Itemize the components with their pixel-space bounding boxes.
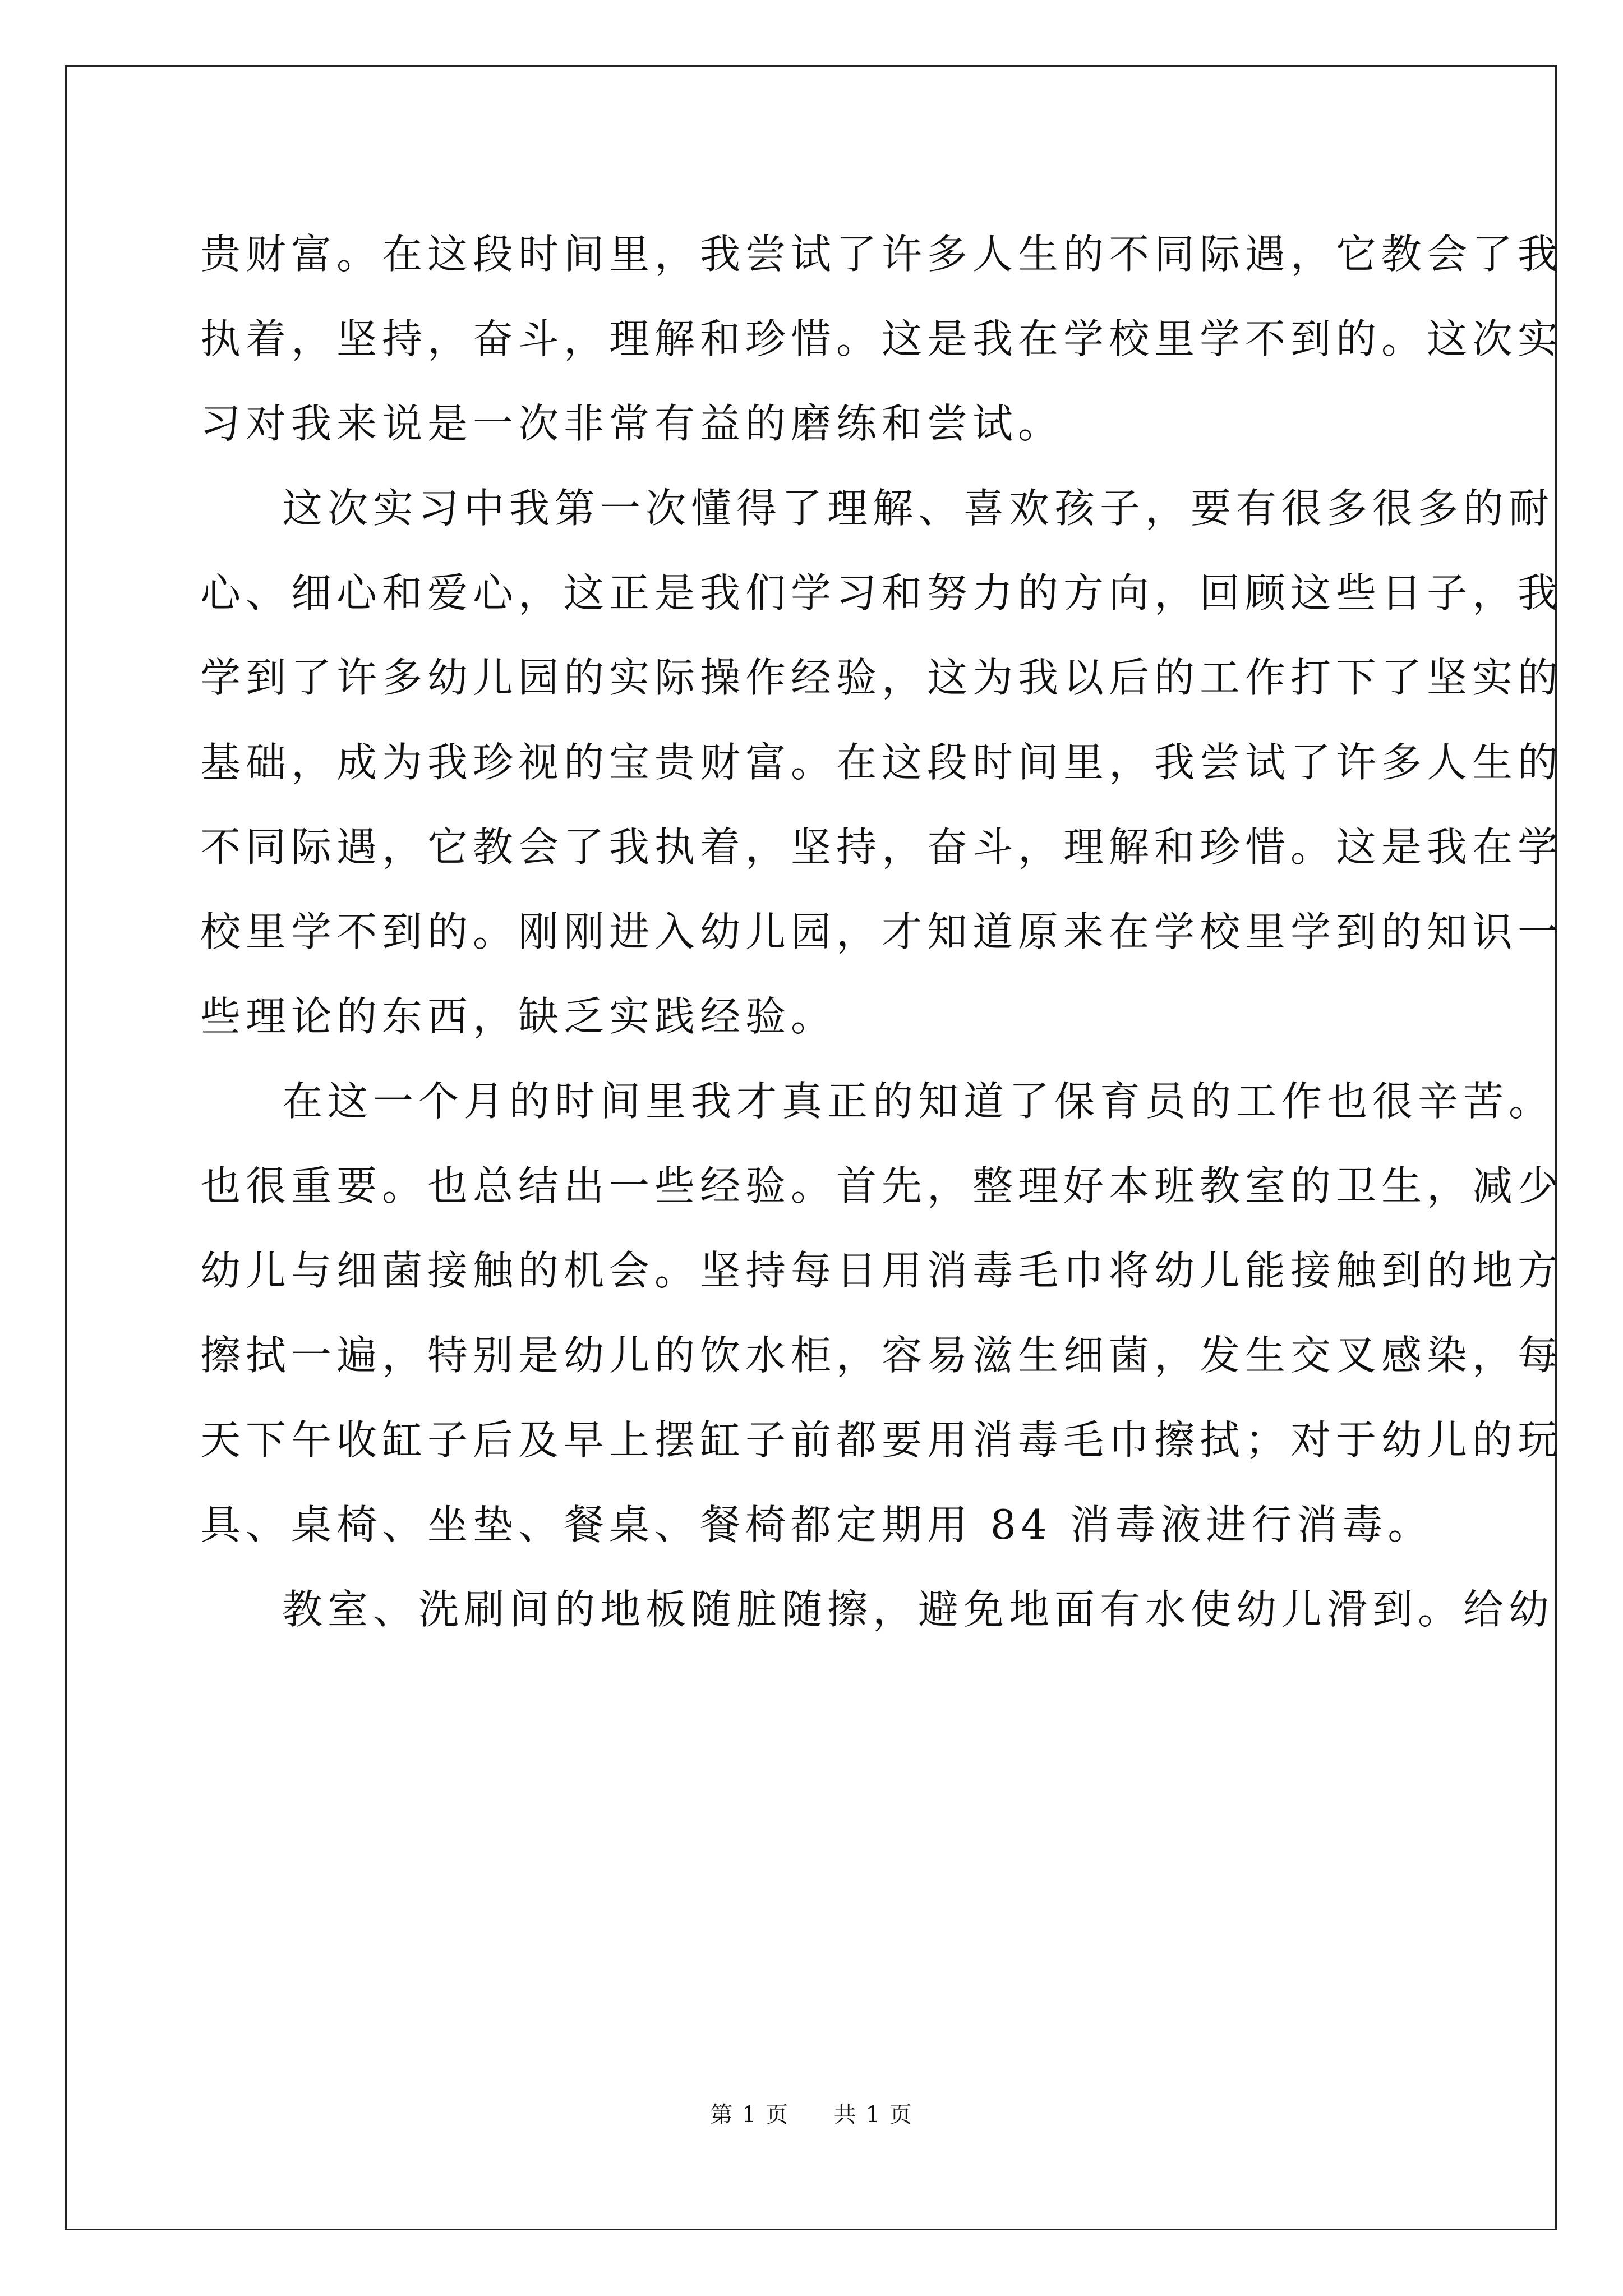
text-line: 些理论的东西，缺乏实践经验。 xyxy=(200,993,837,1040)
text-line: 贵财富。在这段时间里，我尝试了许多人生的不同际遇，它教会了我 xyxy=(200,231,1564,278)
text-line: 在这一个月的时间里我才真正的知道了保育员的工作也很辛苦。 xyxy=(282,1078,1555,1125)
text-line: 幼儿与细菌接触的机会。坚持每日用消毒毛巾将幼儿能接触到的地方 xyxy=(200,1247,1564,1294)
text-line: 基础，成为我珍视的宝贵财富。在这段时间里，我尝试了许多人生的 xyxy=(200,739,1564,786)
text-line: 不同际遇，它教会了我执着，坚持，奋斗，理解和珍惜。这是我在学 xyxy=(200,823,1564,871)
text-line: 执着，坚持，奋斗，理解和珍惜。这是我在学校里学不到的。这次实 xyxy=(200,315,1564,362)
page-total: 共 1 页 xyxy=(833,2102,913,2128)
text-line: 具、桌椅、坐垫、餐桌、餐椅都定期用 84 消毒液进行消毒。 xyxy=(200,1501,1433,1548)
text-line: 学到了许多幼儿园的实际操作经验，这为我以后的工作打下了坚实的 xyxy=(200,654,1564,701)
text-line: 天下午收缸子后及早上摆缸子前都要用消毒毛巾擦拭；对于幼儿的玩 xyxy=(200,1416,1564,1464)
text-line: 这次实习中我第一次懂得了理解、喜欢孩子，要有很多很多的耐 xyxy=(282,485,1555,532)
text-line: 教室、洗刷间的地板随脏随擦，避免地面有水使幼儿滑到。给幼 xyxy=(282,1586,1555,1633)
text-line: 心、细心和爱心，这正是我们学习和努力的方向，回顾这些日子，我 xyxy=(200,569,1564,616)
page-number: 第 1 页 xyxy=(710,2102,790,2128)
text-line: 习对我来说是一次非常有益的磨练和尝试。 xyxy=(200,400,1064,447)
document-body xyxy=(200,212,1564,1652)
text-line: 也很重要。也总结出一些经验。首先，整理好本班教室的卫生，减少 xyxy=(200,1162,1564,1209)
page-footer xyxy=(0,2097,1623,2129)
text-line: 校里学不到的。刚刚进入幼儿园，才知道原来在学校里学到的知识一 xyxy=(200,908,1564,955)
text-line: 擦拭一遍，特别是幼儿的饮水柜，容易滋生细菌，发生交叉感染，每 xyxy=(200,1332,1564,1379)
